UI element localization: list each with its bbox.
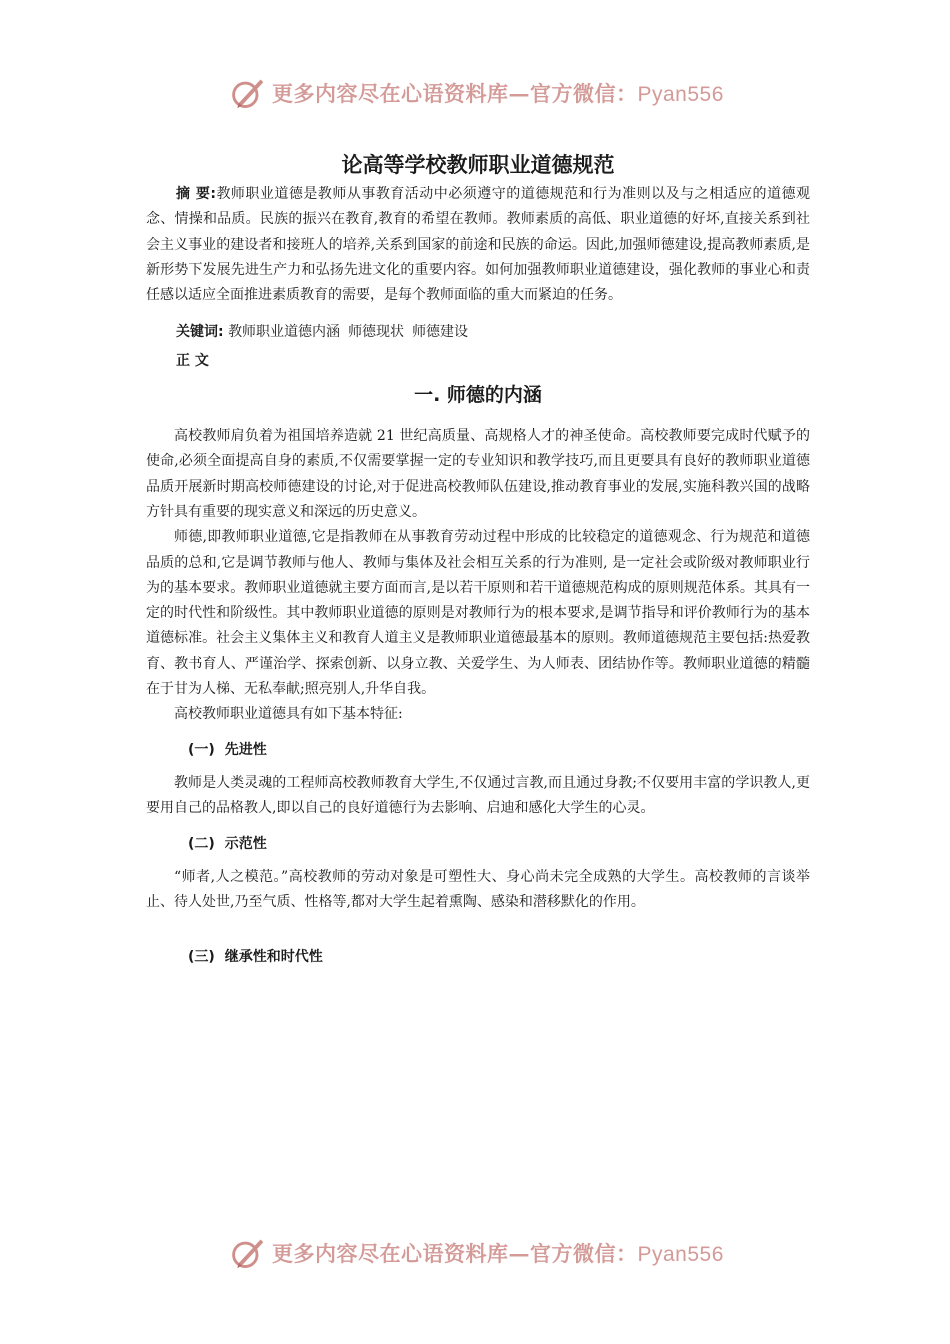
subsection-heading <box>188 832 810 857</box>
watermark-wechat-id: Pyan556 <box>637 1243 724 1266</box>
abstract-text: 教师职业道德是教师从事教育活动中必须遵守的道德规范和行为准则以及与之相适应的道德观念、情操和品质。民族的振兴在教育,教育的希望在教师。教师素质的高低、职业道德的好坏,直接关系到社会主义事业的建设者和接班人的培养,关系到国家的前途和民族的命运。因此,加强师德建设,提高教师素质,是新形势下发展先进生产力和弘扬先进文化的重要内容。如何加强教师职业道德建设，强化教师的事业心和责任感以适应全面推进素质教育的需要，是每个教师面临的重大而紧迫的任务。 <box>146 186 810 304</box>
keywords <box>146 320 810 345</box>
subsection-heading <box>188 738 810 763</box>
subsection-heading <box>188 945 810 970</box>
header-watermark <box>230 72 724 114</box>
document-title: 论高等学校教师职业道德规范 <box>341 153 615 177</box>
subsection-title: 示范性 <box>224 835 267 852</box>
keyword-item: 师德建设 <box>412 324 469 341</box>
abstract <box>146 182 810 308</box>
document-body <box>146 150 810 979</box>
pen-logo-icon <box>230 75 266 111</box>
subsection-title: 先进性 <box>224 741 267 758</box>
paragraph: 高校教师肩负着为祖国培养造就 21 世纪高质量、高规格人才的神圣使命。高校教师要完成时代赋予的使命,必须全面提高自身的素质,不仅需要掌握一定的专业知识和教学技巧,而且更要具有良好的教师职业道德品质开展新时期高校师德建设的讨论,对于促进高校教师队伍建设,推动教育事业的发展,实施科教兴国的战略方针具有重要的现实意义和深远的历史意义。 <box>146 428 810 520</box>
watermark-text: 更多内容尽在心语资料库—官方微信：Pyan556 <box>272 1241 724 1266</box>
body-label: 正 文 <box>176 352 209 369</box>
section-title: 一. 师德的内涵 <box>414 384 542 407</box>
keyword-item: 教师职业道德内涵 <box>228 324 341 341</box>
keywords-label: 关键词: <box>176 324 224 341</box>
subsection-number: (二) <box>188 835 215 852</box>
subsection-title: 继承性和时代性 <box>224 949 323 966</box>
keyword-item: 师德现状 <box>348 324 405 341</box>
paragraph: 高校教师职业道德具有如下基本特征: <box>174 706 403 723</box>
paragraph: “师者,人之模范。”高校教师的劳动对象是可塑性大、身心尚未完全成熟的大学生。高校教师的言谈举止、待人处世,乃至气质、性格等,都对大学生起着熏陶、感染和潜移默化的作用。 <box>146 868 810 911</box>
paragraph: 师德,即教师职业道德,它是指教师在从事教育劳动过程中形成的比较稳定的道德观念、行为规范和道德品质的总和,它是调节教师与他人、教师与集体及社会相互关系的行为准则, 是一定社会或阶级对教师职业行为的基本要求。教师职业道德就主要方面而言,是以若干原则和若干道德规范构成的原则规范体系。其具有一定的时代性和阶级性。其中教师职业道德的原则是对教师行为的根本要求,是调节指导和评价教师行为的基本道德标准。社会主义集体主义和教育人道主义是教师职业道德最基本的原则。教师道德规范主要包括:热爱教育、教书育人、严谨治学、探索创新、以身立教、关爱学生、为人师表、团结协作等。教师职业道德的精髓在于甘为人梯、无私奉献;照亮别人,升华自我。 <box>146 529 810 698</box>
subsection-number: (一) <box>188 741 215 758</box>
subsection-number: (三) <box>188 949 215 966</box>
paragraph: 教师是人类灵魂的工程师高校教师教育大学生,不仅通过言教,而且通过身教;不仅要用丰富的学识教人,更要用自己的品格教人,即以自己的良好道德行为去影响、启迪和感化大学生的心灵。 <box>146 774 810 817</box>
footer-watermark <box>230 1232 724 1274</box>
watermark-text: 更多内容尽在心语资料库—官方微信：Pyan556 <box>272 81 724 106</box>
abstract-label: 摘 要: <box>176 186 216 202</box>
watermark-wechat-id: Pyan556 <box>637 83 724 106</box>
pen-logo-icon <box>230 1235 266 1271</box>
